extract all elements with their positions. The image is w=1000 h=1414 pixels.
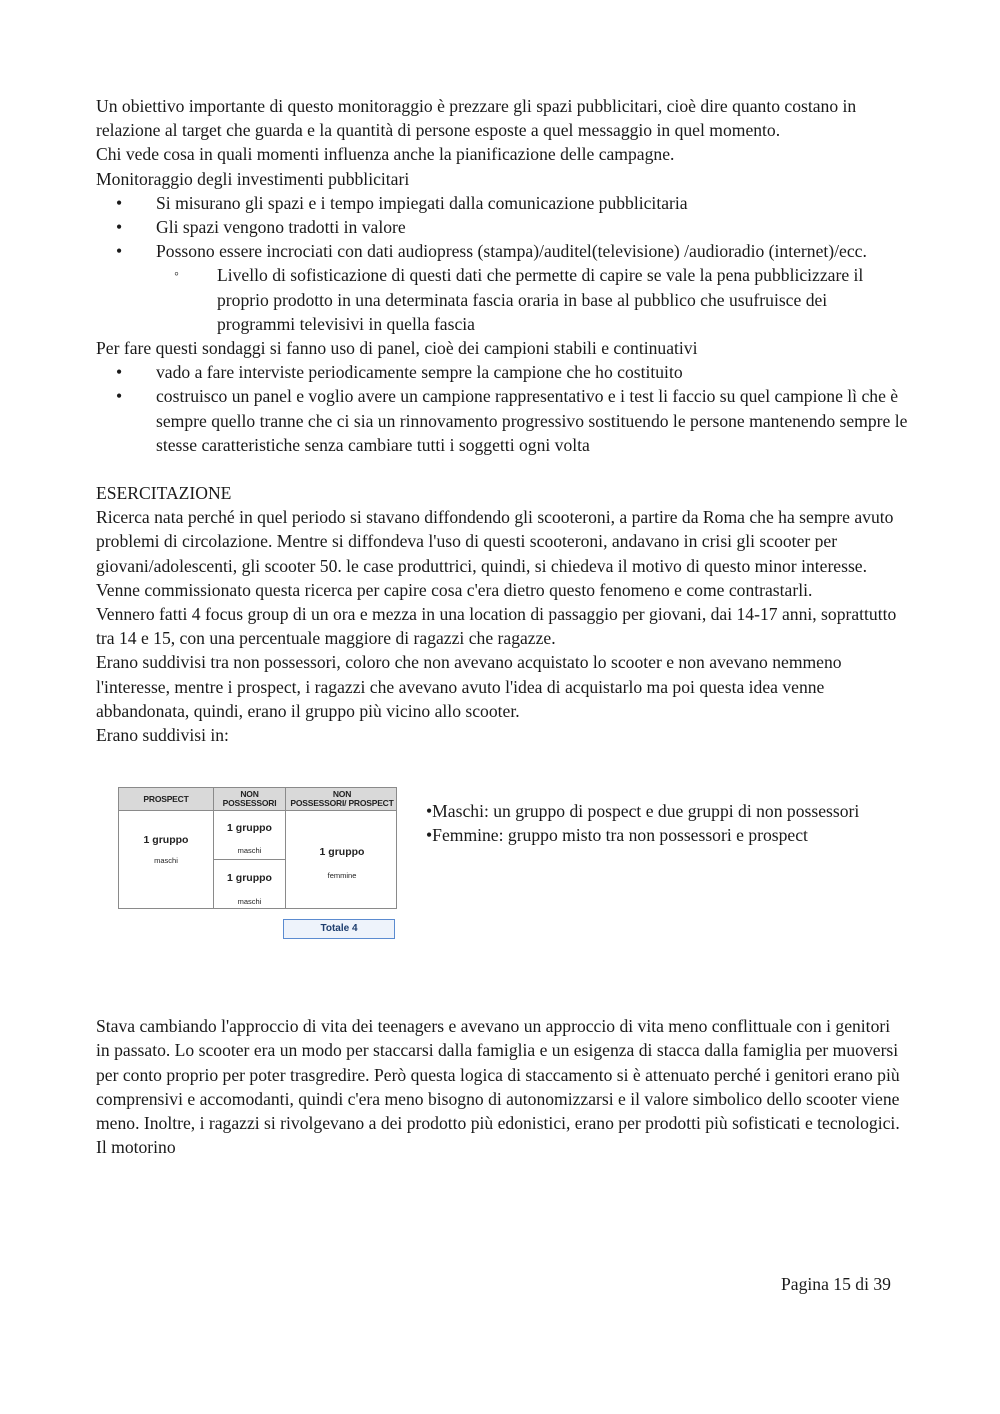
cell-non-possessori-2-gender: maschi [237,897,262,907]
body-paragraph: Erano suddivisi tra non possessori, coloro che non avevano acquistato lo scooter e non avevano nemmeno l'interesse, mentre i prospect, i ragazzi che avevano avuto l'idea di acquistarlo ma poi questa idea venne abbandonata, quindi, erano il gruppo più vicino allo scooter. [96,652,842,721]
side-note: •Femmine: gruppo misto tra non possessori e prospect [426,825,808,846]
list-item: • Possono essere incrociati con dati audiopress (stampa)/auditel(televisione) /audioradio (internet)/ecc. [96,239,908,263]
cell-non-possessori-1-gender: maschi [237,846,262,856]
spacer [96,457,908,481]
page-number: Pagina 15 di 39 [781,1274,891,1294]
closing-paragraph: Stava cambiando l'approccio di vita dei teenagers e avevano un approccio di vita meno conflittuale con i genitori in passato. Lo scooter era un modo per staccarsi dalla famiglia e un esigenza di stacca dalla famiglia per muoversi per conto proprio per poter trasgredire. Però questa logica di staccamento si è attenuato perché i genitori erano più comprensivi e accomodanti, quindi c'era meno bisogno di autonomizzarsi e il valore simbolico dello scooter viene meno. Inoltre, i ragazzi si rivolgevano a dei prodotto più edonistici, erano per prodotti più sofisticati e tecnologici. Il motorino [96,1016,900,1158]
intro-paragraph: Un obiettivo importante di questo monitoraggio è prezzare gli spazi pubblicitari, cioè dire quanto costano in relazione al target che guarda e la quantità di persone esposte a quel messaggio in quel momento. [96,96,857,141]
cell-non-possessori-1-count: 1 gruppo [227,822,272,835]
bullet-list-investimenti [96,191,908,336]
body-paragraph: Ricerca nata perché in quel periodo si stavano diffondendo gli scooteroni, a partire da Roma che ha sempre avuto problemi di circolazione. Mentre si diffondeva l'uso di questi scooteroni, andavano in crisi gli scooter per giovani/adolescenti, gli scooter 50. le case produttrici, quindi, si chiedeva il motivo di questo minor interesse. [96,507,894,576]
bullet-icon: • [116,217,123,238]
cell-prospect-count: 1 gruppo [143,834,189,847]
list-item: • Gli spazi vengono tradotti in valore [96,215,908,239]
panel-intro: Per fare questi sondaggi si fanno uso di panel, cioè dei campioni stabili e continuativi [96,338,698,359]
body-paragraph: Erano suddivisi in: [96,725,229,746]
bullet-icon: • [116,241,123,262]
bullet-list-panel [96,360,908,457]
list-item: • costruisco un panel e voglio avere un campione rappresentativo e i test li faccio su quel campione lì che è sempre quello tranne che ci sia un rinnovamento progressivo sostituendo le persone mantenendo sempre le stesse caratteristiche senza cambiare tutti i soggetti ogni volta [116,386,908,455]
cell-misto-gender: femmine [327,871,357,881]
list-item: • vado a fare interviste periodicamente sempre la campione che ho costituito [96,360,908,384]
list-item: • Si misurano gli spazi e i tempo impiegati dalla comunicazione pubblicitaria [96,191,908,215]
bullet-icon: • [116,362,123,383]
side-note: •Maschi: un gruppo di pospect e due gruppi di non possessori [426,801,860,822]
cell-non-possessori-2-count: 1 gruppo [227,872,272,885]
header-prospect: PROSPECT [143,793,189,804]
totale-box: Totale 4 [283,919,395,939]
header-non-possessori-prospect: NON POSSESSORI/ PROSPECT [290,789,394,809]
body-paragraph: Vennero fatti 4 focus group di un ora e mezza in una location di passaggio per giovani, dai 14-17 anni, soprattutto tra 14 e 15, con una percentuale maggiore di ragazzi che ragazze. [96,604,897,649]
circle-bullet-icon: ◦ [174,267,179,283]
list-heading: Monitoraggio degli investimenti pubblicitari [96,168,410,189]
body-paragraph: Venne commissionato questa ricerca per capire cosa c'era dietro questo fenomeno e come contrastarli. [96,579,813,600]
page-content [96,94,908,1160]
header-non-possessori: NON POSSESSORI [222,789,277,809]
cell-misto-count: 1 gruppo [319,846,365,859]
cell-prospect-gender: maschi [154,856,178,866]
section-title: ESERCITAZIONE [96,483,232,504]
sub-list-item: ◦ Livello di sofisticazione di questi dati che permette di capire se vale la pena pubblicizzare il proprio prodotto in una determinata fascia oraria in base al pubblico che usufruisce dei programmi televisivi in quella fascia [174,265,864,334]
intro-line: Chi vede cosa in quali momenti influenza anche la pianificazione delle campagne. [96,144,675,165]
bullet-icon: • [116,192,123,213]
side-notes [426,799,896,847]
figure-row [96,779,908,1014]
bullet-icon: • [116,386,123,407]
focus-group-table [118,787,397,909]
